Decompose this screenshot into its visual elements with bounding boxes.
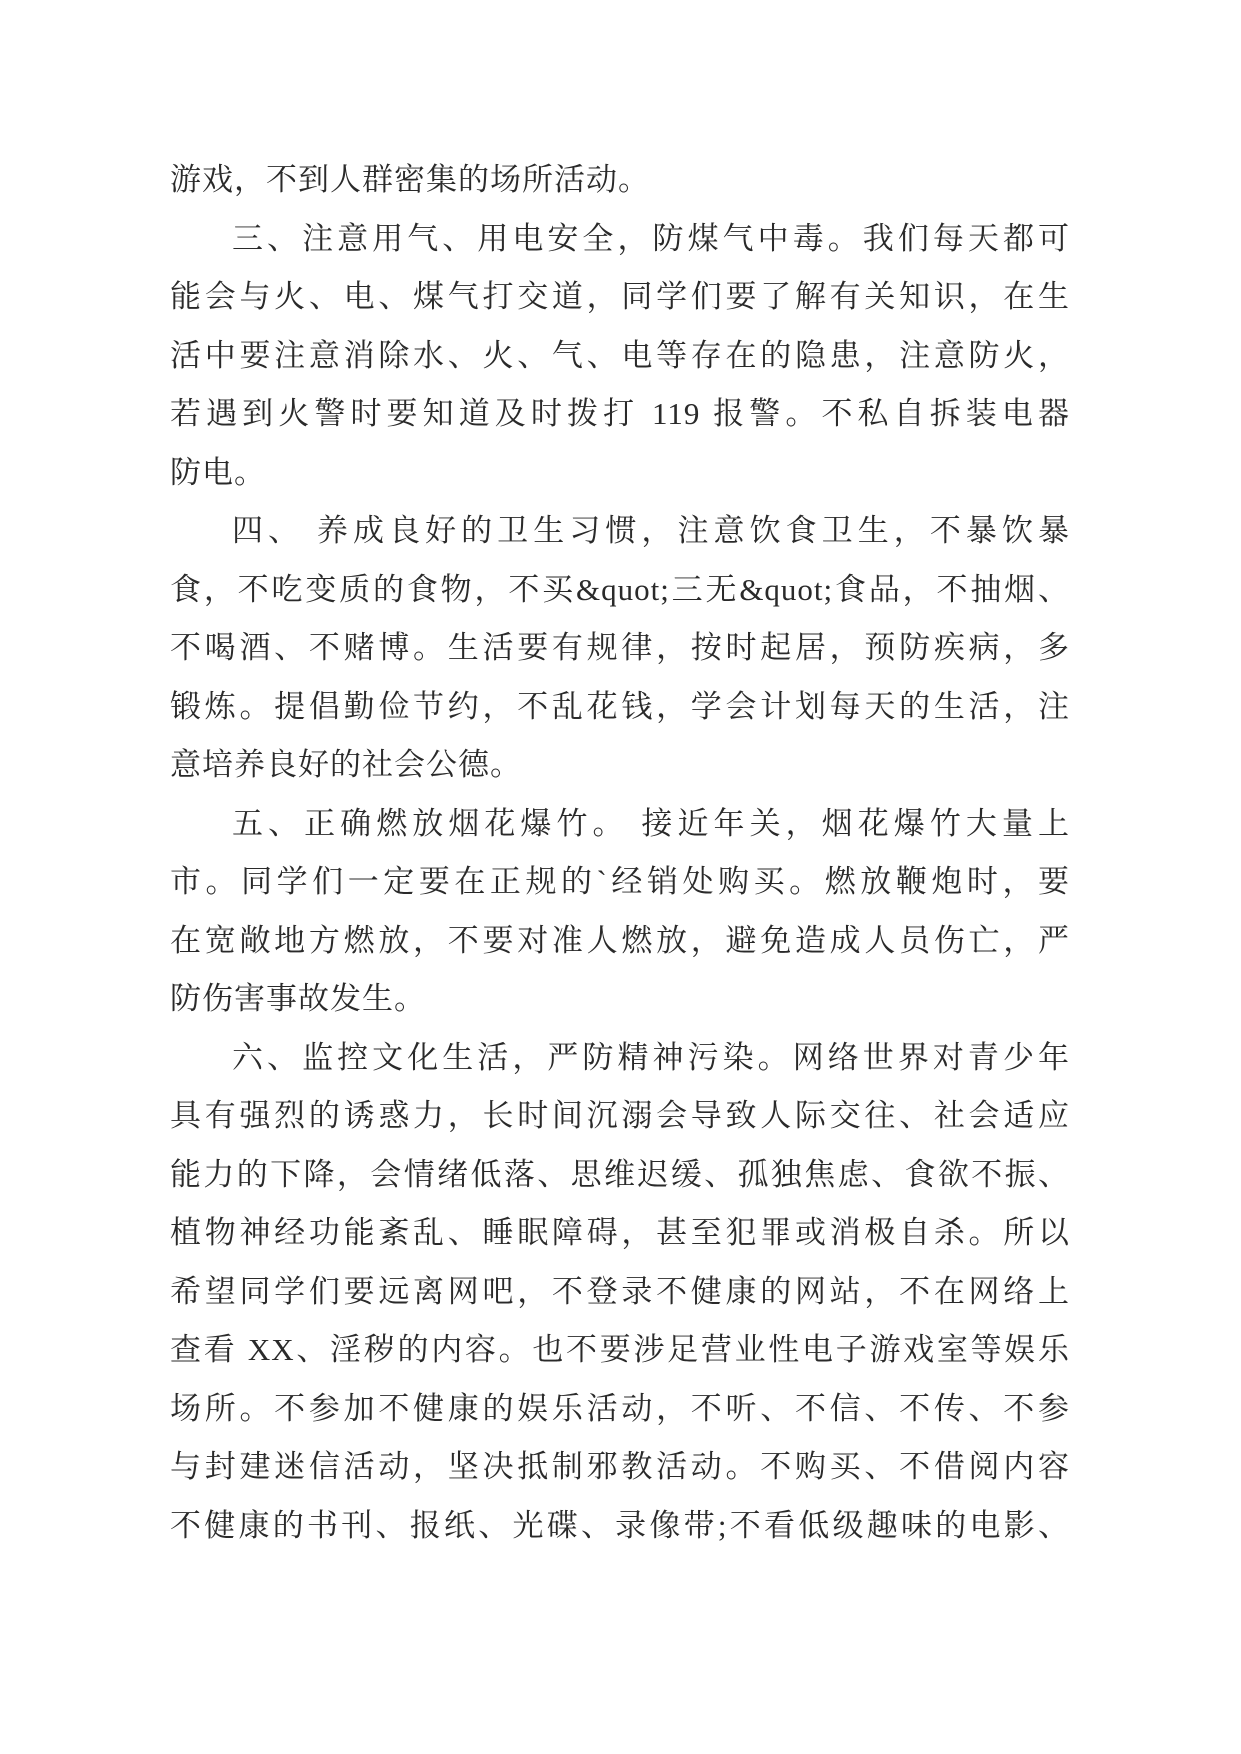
text-line: 锻炼。提倡勤俭节约，不乱花钱，学会计划每天的生活，注	[170, 688, 1070, 724]
paragraph-section-six	[170, 1029, 1070, 1556]
text-line: 场所。不参加不健康的娱乐活动，不听、不信、不传、不参	[170, 1390, 1070, 1426]
text-line: 不喝酒、不赌博。生活要有规律，按时起居，预防疾病，多	[170, 630, 1070, 665]
paragraph-section-three	[170, 210, 1070, 503]
text-line: 游戏，不到人群密集的场所活动。	[170, 162, 650, 197]
text-line: 五、正确燃放烟花爆竹。 接近年关，烟花爆竹大量上	[232, 805, 1070, 841]
text-line: 能会与火、电、煤气打交道，同学们要了解有关知识，在生	[170, 279, 1070, 314]
text-line: 在宽敞地方燃放，不要对准人燃放，避免造成人员伤亡，严	[170, 922, 1070, 958]
text-line: 防伤害事故发生。	[170, 981, 426, 1016]
text-line: 能力的下降，会情绪低落、思维迟缓、孤独焦虑、食欲不振、	[170, 1156, 1070, 1192]
text-line: 不健康的书刊、报纸、光碟、录像带;不看低级趣味的电影、	[170, 1507, 1070, 1543]
text-line: 与封建迷信活动，坚决抵制邪教活动。不购买、不借阅内容	[170, 1449, 1070, 1484]
paragraph-section-four	[170, 502, 1070, 795]
paragraph-section-five	[170, 795, 1070, 1029]
text-line: 市。同学们一定要在正规的`经销处购买。燃放鞭炮时，要	[170, 864, 1070, 899]
text-line: 具有强烈的诱惑力，长时间沉溺会导致人际交往、社会适应	[170, 1098, 1070, 1133]
text-line: 食，不吃变质的食物，不买&quot;三无&quot;食品，不抽烟、	[170, 571, 1070, 607]
document-body	[170, 151, 1070, 1555]
text-line: 希望同学们要远离网吧，不登录不健康的网站，不在网络上	[170, 1273, 1070, 1309]
text-line: 防电。	[170, 454, 266, 490]
text-line: 若遇到火警时要知道及时拨打 119 报警。不私自拆装电器	[170, 396, 1070, 431]
text-line: 三、注意用气、用电安全，防煤气中毒。我们每天都可	[232, 220, 1070, 256]
text-line: 六、监控文化生活，严防精神污染。网络世界对青少年	[232, 1039, 1070, 1075]
text-line: 意培养良好的社会公德。	[170, 747, 522, 782]
text-line: 植物神经功能紊乱、睡眠障碍，甚至犯罪或消极自杀。所以	[170, 1215, 1070, 1250]
paragraph-continued	[170, 151, 1070, 210]
text-line: 查看 XX、淫秽的内容。也不要涉足营业性电子游戏室等娱乐	[170, 1332, 1070, 1367]
text-line: 四、 养成良好的卫生习惯，注意饮食卫生，不暴饮暴	[232, 513, 1070, 548]
text-line: 活中要注意消除水、火、气、电等存在的隐患，注意防火，	[170, 337, 1070, 373]
